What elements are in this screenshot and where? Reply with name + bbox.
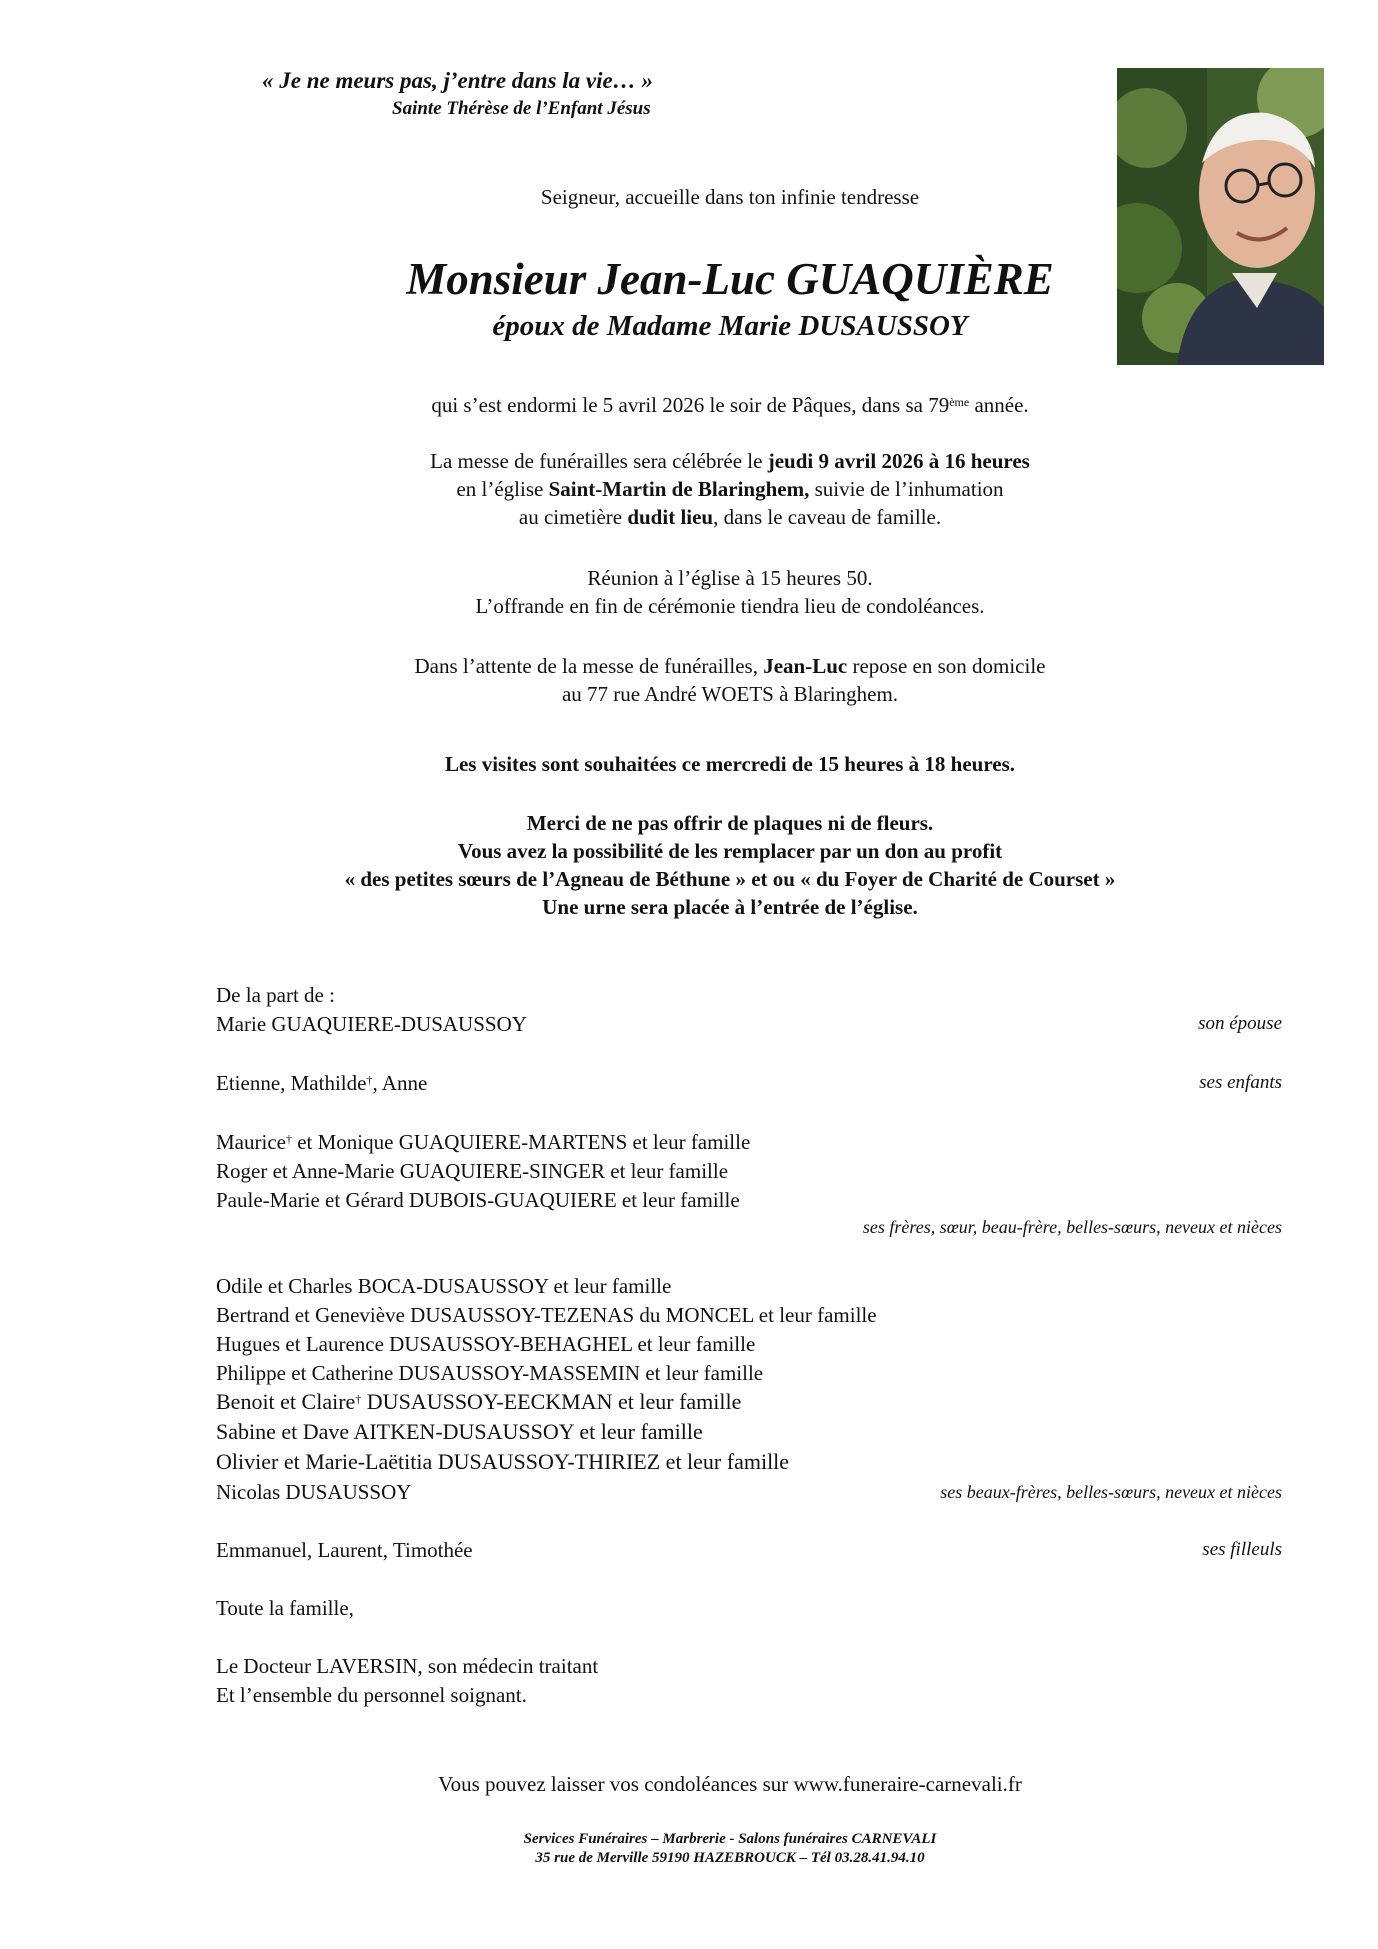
siblings-line-2: Roger et Anne-Marie GUAQUIERE-SINGER et leur famille — [216, 1159, 729, 1183]
inlaws-line-4: Philippe et Catherine DUSAUSSOY-MASSEMIN et leur famille — [216, 1361, 764, 1385]
inlaws-line-8: Nicolas DUSAUSSOY — [216, 1480, 412, 1504]
godchildren-names: Emmanuel, Laurent, Timothée — [216, 1538, 473, 1562]
doctor-line: Le Docteur LAVERSIN, son médecin traitant — [216, 1654, 599, 1678]
funeral-info: La messe de funérailles sera célébrée le jeudi 9 avril 2026 à 16 heures en l’église Saint-Martin de Blaringhem, suivie de l’inhumation au cimetière dudit lieu, dans le caveau de famille. — [430, 449, 1030, 529]
death-notice: qui s’est endormi le 5 avril 2026 le soir de Pâques, dans sa 79ème année. — [431, 393, 1029, 417]
inlaws-line-6: Sabine et Dave AITKEN-DUSAUSSOY et leur famille — [216, 1419, 703, 1444]
whole-family: Toute la famille, — [216, 1596, 354, 1620]
inlaws-line-7: Olivier et Marie-Laëtitia DUSAUSSOY-THIRIEZ et leur famille — [216, 1449, 790, 1474]
inlaws-line-2: Bertrand et Geneviève DUSAUSSOY-TEZENAS du MONCEL et leur famille — [216, 1303, 877, 1327]
godchildren-role: ses filleuls — [1202, 1539, 1282, 1560]
visits-info: Les visites sont souhaitées ce mercredi de 15 heures à 18 heures. — [444, 752, 1016, 776]
children-role: ses enfants — [1199, 1072, 1282, 1093]
siblings-role: ses frères, sœur, beau-frère, belles-sœurs, neveux et nièces — [862, 1217, 1282, 1237]
wife-role: son épouse — [1198, 1013, 1282, 1034]
deceased-name: Monsieur Jean-Luc GUAQUIÈRE — [406, 254, 1054, 304]
children-names: Etienne, Mathilde†, Anne — [216, 1071, 428, 1095]
siblings-line-1: Maurice† et Monique GUAQUIERE-MARTENS et leur famille — [216, 1130, 751, 1154]
inlaws-role: ses beaux-frères, belles-sœurs, neveux et nièces — [940, 1482, 1282, 1502]
flowers-info: Merci de ne pas offrir de plaques ni de fleurs. Vous avez la possibilité de les remplacer par un don au profit « des petites sœurs de l’Agneau de Béthune » et ou « du Foyer de Charité de Courset » Une urne sera placée à l’entrée de l’église. — [344, 811, 1116, 919]
reunion-info: Réunion à l’église à 15 heures 50. L’offrande en fin de cérémonie tiendra lieu de condoléances. — [475, 566, 985, 618]
siblings-line-3: Paule-Marie et Gérard DUBOIS-GUAQUIERE et leur famille — [216, 1188, 740, 1212]
epigraph-author: Sainte Thérèse de l’Enfant Jésus — [392, 98, 651, 119]
inlaws-line-5: Benoit et Claire† DUSAUSSOY-EECKMAN et leur famille — [216, 1389, 742, 1414]
condolences-line: Vous pouvez laisser vos condoléances sur www.funeraire-carnevali.fr — [438, 1772, 1022, 1796]
deceased-spouse: époux de Madame Marie DUSAUSSOY — [492, 310, 968, 342]
footer-company: Services Funéraires – Marbrerie - Salons funéraires CARNEVALI — [523, 1831, 937, 1847]
inlaws-line-3: Hugues et Laurence DUSAUSSOY-BEHAGHEL et leur famille — [216, 1332, 756, 1356]
wife-name: Marie GUAQUIERE-DUSAUSSOY — [216, 1012, 527, 1036]
intro-prayer: Seigneur, accueille dans ton infinie tendresse — [540, 185, 920, 209]
portrait-photo — [1117, 68, 1324, 365]
epigraph-quote: « Je ne meurs pas, j’entre dans la vie… » — [262, 68, 653, 93]
footer-address: 35 rue de Merville 59190 HAZEBROUCK – Tél 03.28.41.94.10 — [535, 1850, 925, 1866]
rest-info: Dans l’attente de la messe de funérailles, Jean-Luc repose en son domicile au 77 rue André WOETS à Blaringhem. — [414, 654, 1046, 706]
from-label: De la part de : — [216, 983, 335, 1007]
staff-line: Et l’ensemble du personnel soignant. — [216, 1683, 527, 1707]
inlaws-line-1: Odile et Charles BOCA-DUSAUSSOY et leur famille — [216, 1274, 672, 1298]
